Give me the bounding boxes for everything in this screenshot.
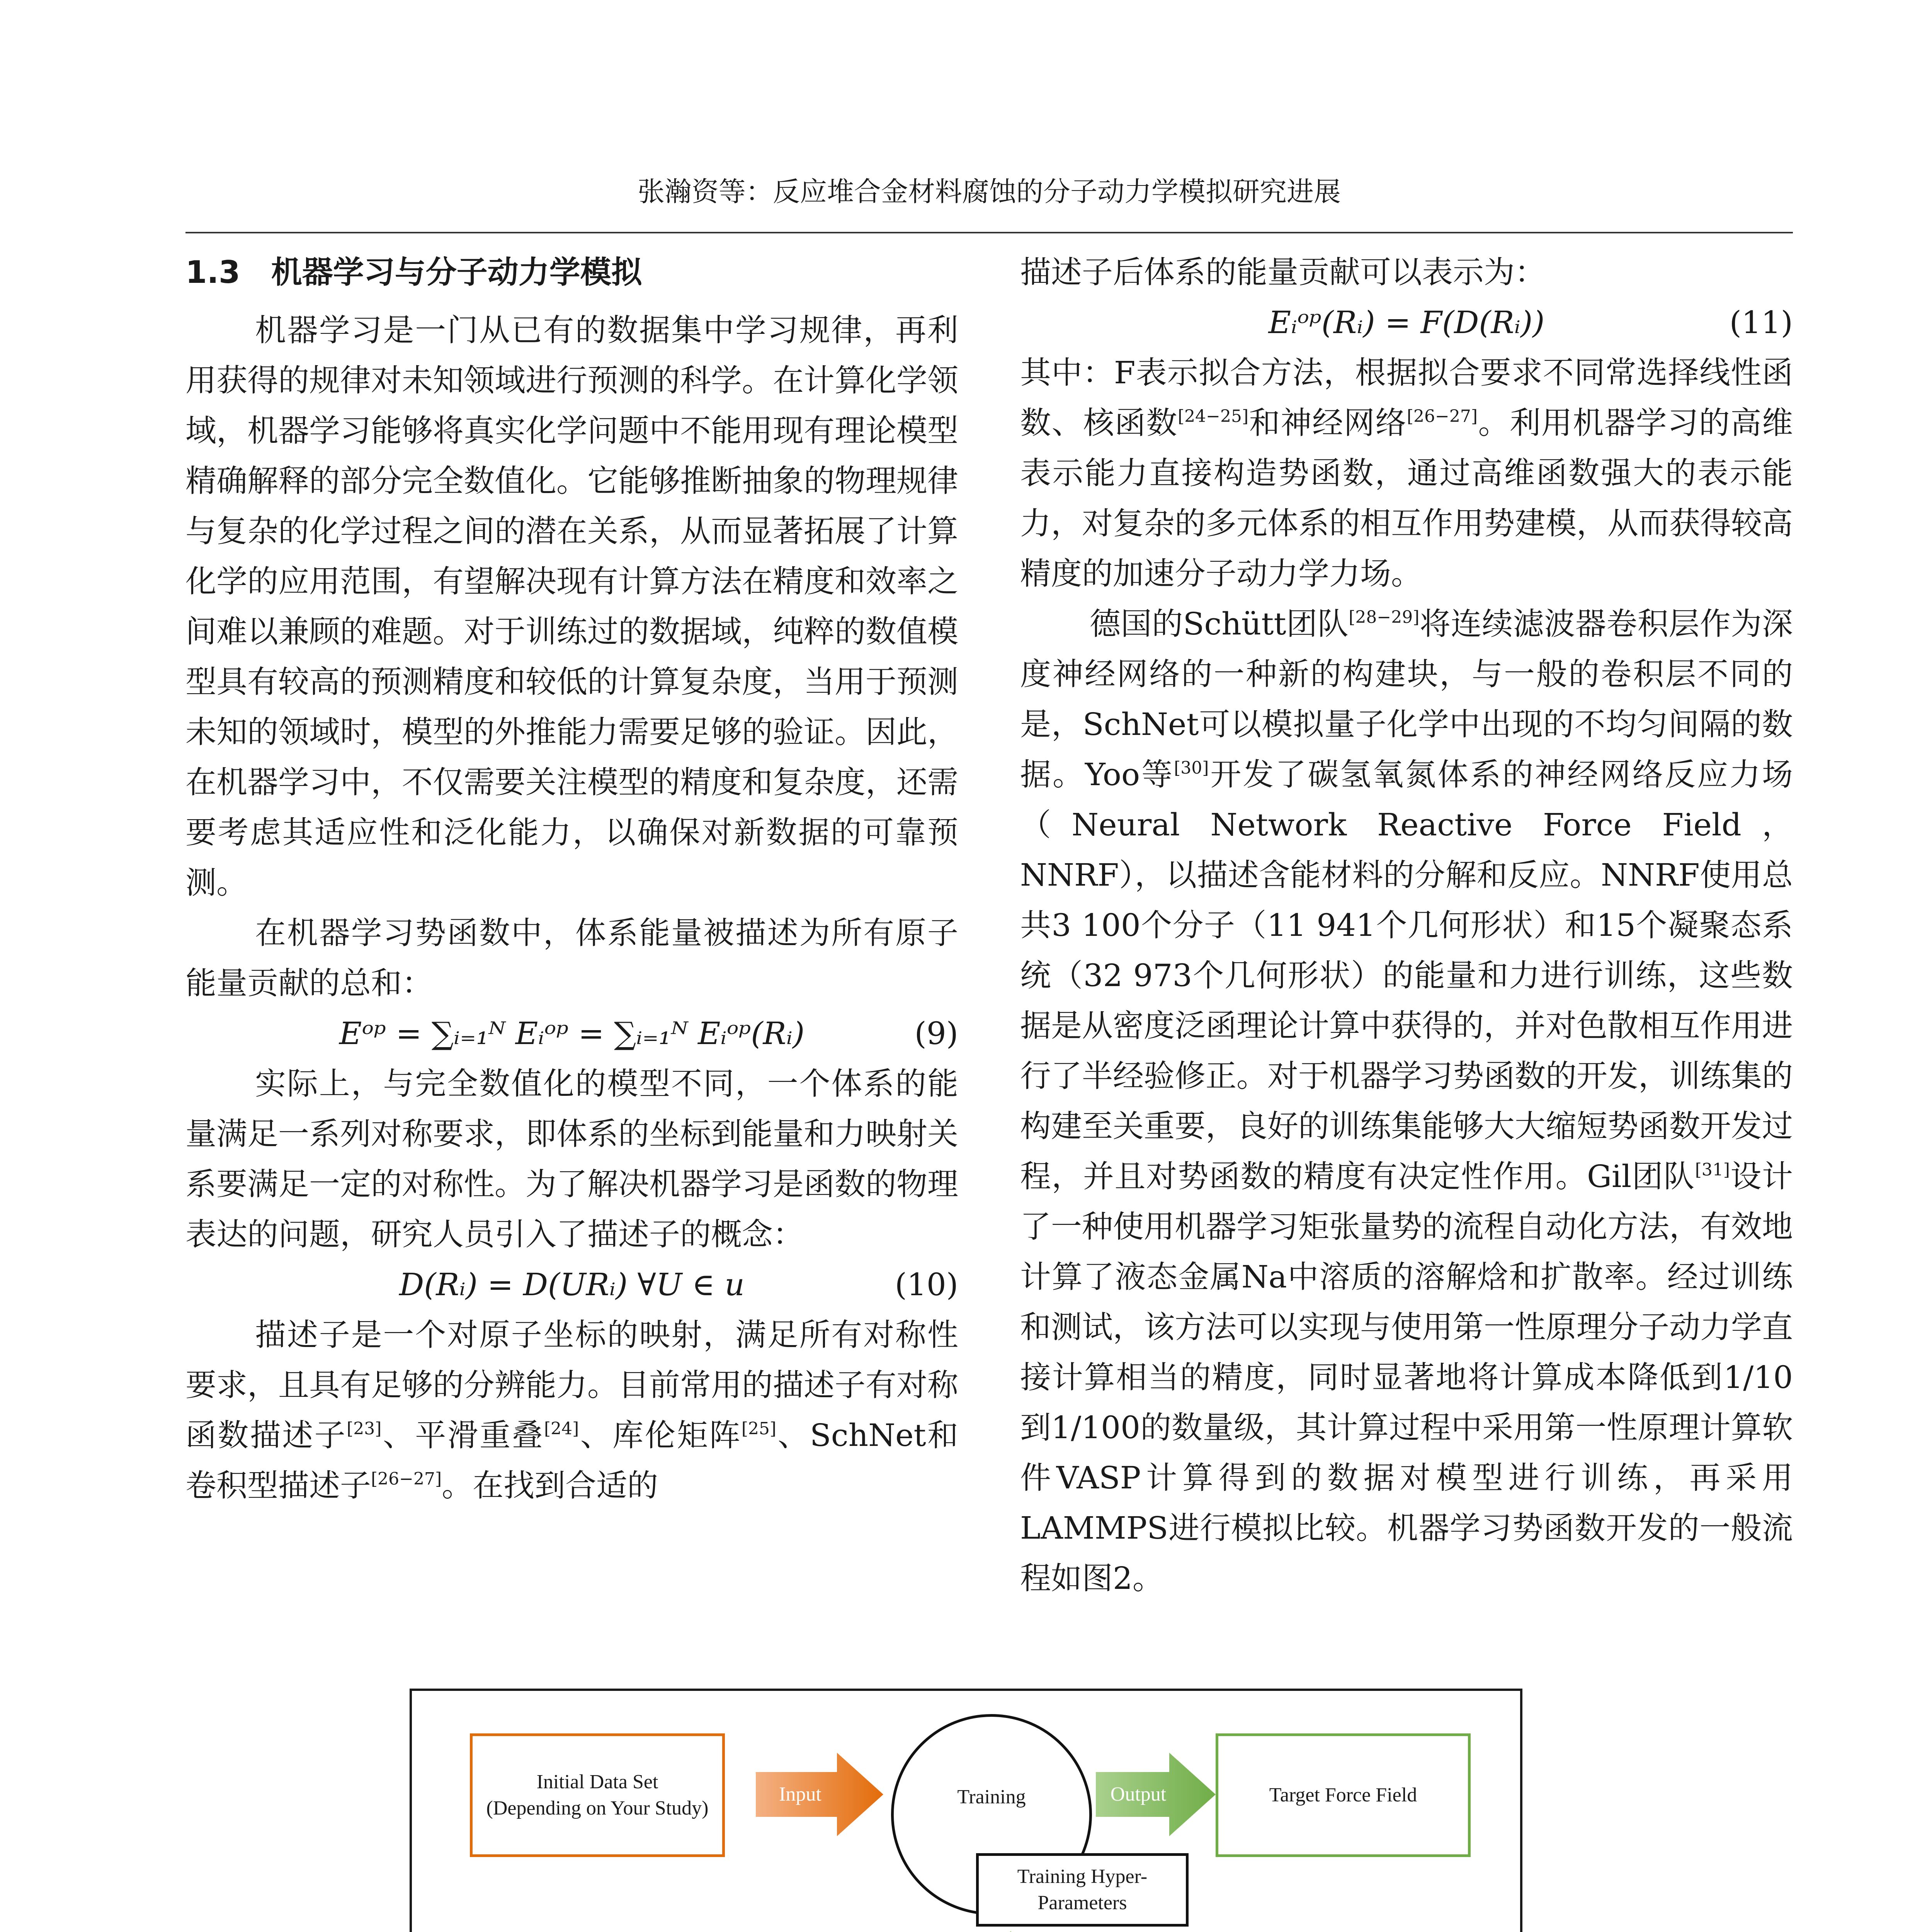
citation-31[interactable]: [31] [1695,1160,1730,1180]
text-run: 将连续滤波器卷积层作为深度神经网络的一种新的构建块，与一般的卷积层不同的是，SchNet可以模拟量子化学中出现的不均匀间隔的数据。Yoo等 [1020,606,1793,793]
text-run: 。在找到合适的 [442,1468,658,1503]
equation-9 [185,1009,958,1059]
section-heading [185,247,958,298]
header-rule [185,232,1793,233]
citation-26-27[interactable]: [26−27] [371,1469,442,1489]
text-run: 其中：F表示拟合方法，根据拟合要求不同常选择线性函数、核函数 [1020,355,1793,441]
section-number: 1.3 [185,254,240,290]
running-header: 张瀚资等：反应堆合金材料腐蚀的分子动力学模拟研究进展 [638,176,1341,207]
paragraph-energy-sum: 在机器学习势函数中，体系能量被描述为所有原子能量贡献的总和： [185,915,958,1001]
paragraph-symmetry: 实际上，与完全数值化的模型不同，一个体系的能量满足一系列对称要求，即体系的坐标到能量和力映射关系要满足一定的对称性。为了解决机器学习是函数的物理表达的问题，研究人员引入了描述子的概念： [185,1066,958,1252]
text-run: 、库伦矩阵 [579,1417,742,1453]
text-run: 开发了碳氢氧氮体系的神经网络反应力场（Neural Network Reactive Force Field，NNRF），以描述含能材料的分解和反应。NNRF使用总共3 100个分子（11 941个几何形状）和15个凝聚态系统（32 973个几何形状）的能量和力进行训练，这些数据是从密度泛函理论计算中获得的，并对色散相互作用进行了半经验修正。对于机器学习势函数的开发，训练集的构建至关重要，良好的训练集能够大大缩短势函数开发过程，并且对势函数的精度有决定性作用。Gil团队 [1020,757,1793,1194]
training-hyper-parameters-box: Training Hyper- Parameters [976,1853,1189,1927]
paragraph-descriptors [185,1310,958,1511]
input-arrow-label: Input [779,1783,821,1805]
paragraph-ml-intro: 机器学习是一门从已有的数据集中学习规律，再利用获得的规律对未知领域进行预测的科学。在计算化学领域，机器学习能够将真实化学问题中不能用现有理论模型精确解释的部分完全数值化。它能够推断抽象的物理规律与复杂的化学过程之间的潜在关系，从而显著拓展了计算化学的应用范围，有望解决现有计算方法在精度和效率之间难以兼顾的难题。对于训练过的数据域，纯粹的数值模型具有较高的预测精度和较低的计算复杂度，当用于预测未知的领域时，模型的外推能力需要足够的验证。因此，在机器学习中，不仅需要关注模型的精度和复杂度，还需要考虑其适应性和泛化能力，以确保对新数据的可靠预测。 [185,312,958,901]
paragraph-fitting [1020,348,1793,599]
equation-11 [1020,298,1793,348]
equation-9-number: (9) [914,1015,958,1051]
citation-30[interactable]: [30] [1174,758,1209,778]
output-arrow-label: Output [1110,1783,1167,1805]
target-force-field-box: Target Force Field [1216,1733,1471,1857]
citation-23[interactable]: [23] [347,1419,382,1439]
figure-2-frame [410,1689,1522,1932]
text-run: 、平滑重叠 [381,1417,544,1453]
citation-28-29[interactable]: [28−29] [1349,607,1420,627]
equation-10-number: (10) [895,1267,958,1303]
section-title: 机器学习与分子动力学模拟 [271,254,642,290]
paragraph-energy-contribution: 描述子后体系的能量贡献可以表示为： [1020,254,1546,290]
text-run: 、SchNet和卷积型描述子 [185,1417,959,1503]
equation-10 [185,1260,958,1310]
data-arrow-shape [814,1920,986,1932]
equation-9-body: Eᵒᵖ = ∑ᵢ₌₁ᴺ Eᵢᵒᵖ = ∑ᵢ₌₁ᴺ Eᵢᵒᵖ(Rᵢ) [339,1015,805,1051]
right-column [1020,247,1793,1604]
training-label: Training [957,1786,1026,1808]
equation-11-number: (11) [1729,304,1793,340]
equation-10-body: D(Rᵢ) = D(URᵢ) ∀U ∈ u [399,1267,745,1303]
text-run: 和神经网络 [1248,405,1407,441]
citation-24[interactable]: [24] [544,1419,579,1439]
text-run: 设计了一种使用机器学习矩张量势的流程自动化方法，有效地计算了液态金属Na中溶质的溶解焓和扩散率。经过训练和测试，该方法可以实现与使用第一性原理分子动力学直接计算相当的精度，同时显著地将计算成本降低到1/10到1/100的数量级，其计算过程中采用第一性原理计算软件VASP计算得到的数据对模型进行训练，再采用LAMMPS进行模拟比较。机器学习势函数开发的一般流程如图2。 [1020,1158,1793,1596]
text-run: 德国的Schütt团队 [1090,606,1349,642]
left-column [185,247,958,1511]
citation-24-25[interactable]: [24−25] [1178,406,1249,426]
citation-25[interactable]: [25] [741,1419,777,1439]
initial-data-set-box: Initial Data Set (Depending on Your Study) [470,1733,725,1857]
text-run: 描述子是一个对原子坐标的映射，满足所有对称性要求，且具有足够的分辨能力。目前常用的描述子有对称函数描述子 [185,1317,958,1453]
paragraph-schnet [1020,599,1793,1604]
citation-26-27[interactable]: [26−27] [1406,406,1478,426]
text-run: 。利用机器学习的高维表示能力直接构造势函数，通过高维函数强大的表示能力，对复杂的多元体系的相互作用势建模，从而获得较高精度的加速分子动力学力场。 [1020,405,1793,592]
equation-11-body: Eᵢᵒᵖ(Rᵢ) = F(D(Rᵢ)) [1268,304,1545,340]
